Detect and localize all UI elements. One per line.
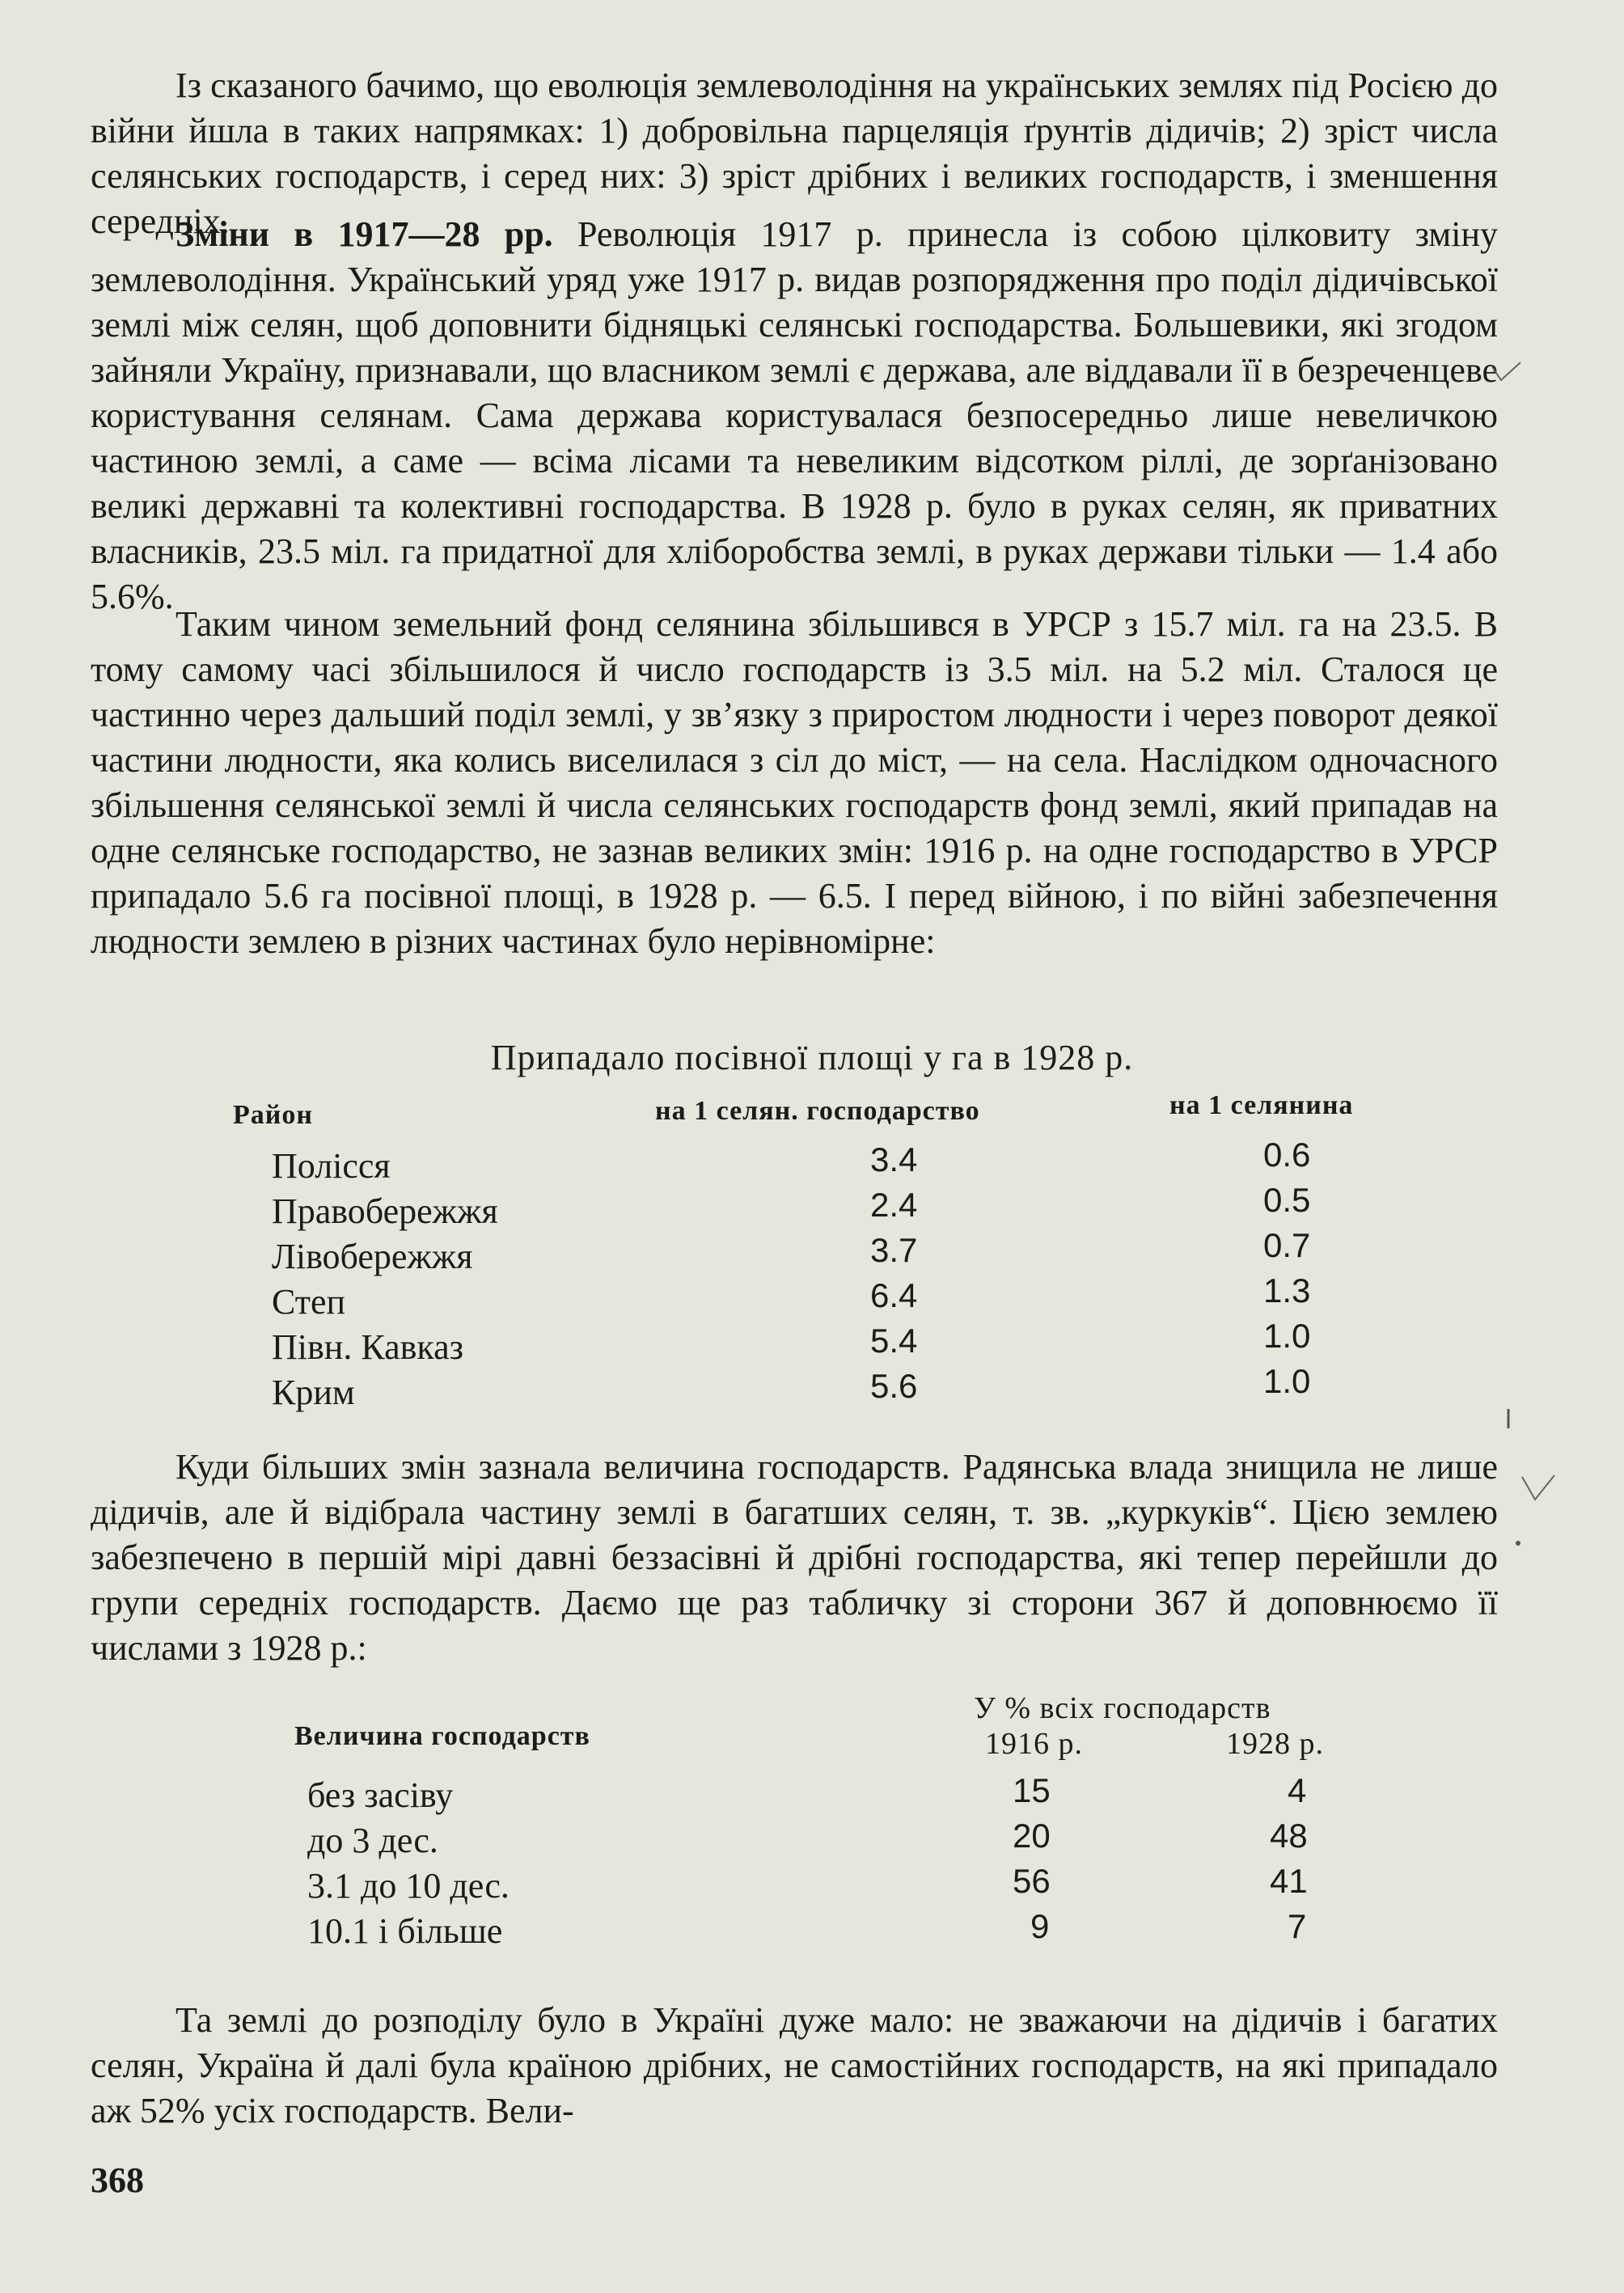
percent-1916-cell: 20 [1013,1817,1051,1855]
per-farm-cell: 6.4 [870,1276,918,1314]
percent-1928-cell: 41 [1270,1862,1308,1900]
paragraph-1-text: Із сказаного бачимо, що еволюція землеволодіння на українських землях під Росією до війни йшла в таких напрямках: 1) добровільна парцеляція ґрунтів дідичів; 2) зріст числа селянських господарств, і серед них: 3) зріст дрібних і великих господарств, і зменшення середніх. [91,66,1498,241]
pencil-tick [1504,1407,1512,1432]
region-cell: Крим [272,1373,355,1412]
size-cell: до 3 дес. [307,1821,438,1860]
page-number: 368 [91,2160,144,2200]
percent-1916-cell: 56 [1013,1862,1051,1900]
per-farm-cell: 5.4 [870,1322,918,1360]
per-farm-cell: 3.7 [870,1231,918,1269]
pencil-dot [1514,1535,1522,1551]
paragraph-3-text: Таким чином земельний фонд селянина збільшився в УРСР з 15.7 міл. га на 23.5. В тому самому часі збільшилося й число господарств із 3.5 міл. на 5.2 міл. Сталося це частинно через дальший поділ землі, у зв’язку з приростом людности і через поворот деякої частини людности, яка колись виселилася з сіл до міст, — на села. Наслідком одночасного збільшення селянської землі й числа селянських господарств фонд землі, який припадав на одне селянське господарство, не зазнав великих змін: 1916 р. на одне господарство в УРСР припадало 5.6 га посівної площі, в 1928 р. — 6.5. І перед війною, і по війні забезпечення людности землею в різних частинах було нерівномірне: [91,604,1498,961]
paragraph-4-text: Куди більших змін зазнала величина господарств. Радянська влада знищила не лише дідичів, але й відібрала частину землі в багатших селян, т. зв. „куркуків“. Цією землею забезпечено в першій мірі давні беззасівні й дрібні господарства, які тепер перейшли до групи середніх господарств. Даємо ще раз табличку зі сторони 367 й доповнюємо її числами з 1928 р.: [91,1447,1498,1668]
region-cell: Полісся [272,1146,391,1186]
paragraph-3 [91,602,1498,964]
pencil-check-mark [1520,1472,1556,1504]
table-2-header-1916: 1916 р. [985,1727,1083,1761]
section-heading: Зміни в 1917—28 рр. [176,214,553,254]
paragraph-5-text: Та землі до розподілу було в Україні дуже мало: не зважаючи на дідичів і багатих селян, Україна й далі була країною дрібних, не самостійних господарств, на які припадало аж 52% усіх господарств. Вели- [91,2000,1498,2130]
paragraph-2-text: Революція 1917 р. принесла із собою цілковиту зміну землеволодіння. Український уряд уже 1917 р. видав розпорядження про поділ дідичівської землі між селян, щоб доповнити бідняцькі селянські господарства. Большевики, які згодом зайняли Україну, признавали, що власником землі є держава, але віддавали її в безреченцеве користування селянам. Сама держава користувалася безпосередньо лише невеличкою частиною землі, а саме — всіма лісами та невеликим відсотком ріллі, де зорґанізовано великі державні та колективні господарства. В 1928 р. було в руках селян, як приватних власників, 23.5 міл. га придатної для хліборобства землі, в руках держави тільки — 1.4 або 5.6%. [91,214,1499,616]
percent-1928-cell: 4 [1288,1771,1307,1809]
size-cell: 3.1 до 10 дес. [307,1866,510,1906]
per-peasant-cell: 0.7 [1263,1226,1311,1264]
percent-1928-cell: 48 [1270,1817,1308,1855]
table-1-header-region: Район [233,1100,313,1130]
percent-1928-cell: 7 [1288,1907,1307,1945]
table-1-header-per-farm: на 1 селян. господарство [655,1096,980,1126]
per-farm-cell: 3.4 [870,1140,918,1178]
per-peasant-cell: 1.0 [1263,1317,1311,1355]
per-peasant-cell: 0.5 [1263,1181,1311,1219]
region-cell: Степ [272,1282,346,1322]
percent-1916-cell: 15 [1013,1771,1051,1809]
paragraph-2 [91,212,1498,620]
region-cell: Лівобережжя [272,1237,473,1276]
table-2-header-size: Величина господарств [294,1721,590,1751]
per-peasant-cell: 1.3 [1263,1271,1311,1309]
pencil-check-mark [1490,361,1522,385]
region-cell: Правобережжя [272,1191,498,1231]
size-cell: без засіву [307,1775,454,1815]
table-1-title: Припадало посівної площі у га в 1928 р. [490,1038,1134,1077]
table-1-header-per-peasant: на 1 селянина [1169,1090,1354,1120]
per-farm-cell: 5.6 [870,1367,918,1405]
table-2-header-group: У % всіх господарств [974,1691,1271,1725]
size-cell: 10.1 і більше [307,1911,503,1951]
per-peasant-cell: 1.0 [1263,1362,1311,1400]
paragraph-5 [91,1998,1498,2134]
region-cell: Півн. Кавказ [272,1327,464,1367]
per-farm-cell: 2.4 [870,1186,918,1224]
per-peasant-cell: 0.6 [1263,1136,1311,1174]
percent-1916-cell: 9 [1030,1907,1050,1945]
paragraph-4 [91,1445,1498,1671]
table-2-header-1928: 1928 р. [1226,1727,1324,1761]
